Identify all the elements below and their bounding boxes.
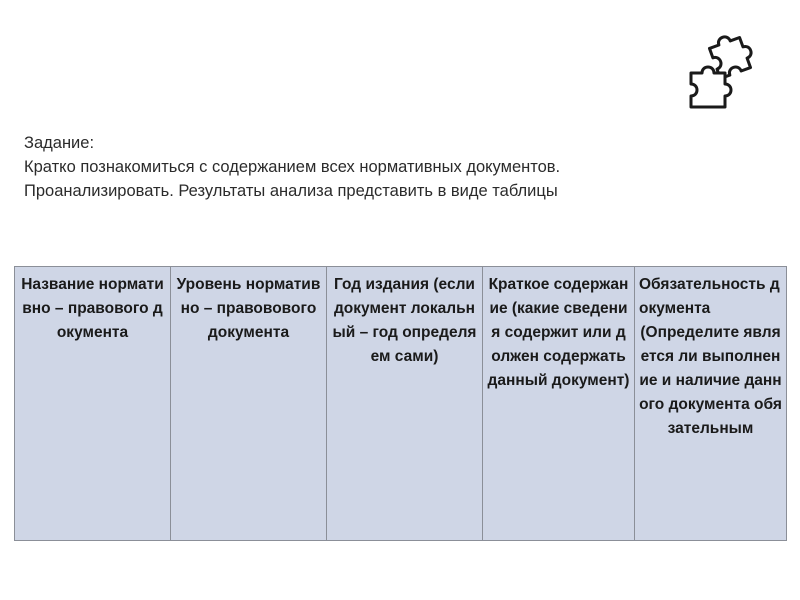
header-obligation [635,267,787,541]
header-obligation-note: (Определите является ли выполнение и наличие данного документа обязательным [639,324,782,437]
task-text [24,131,744,203]
table-header-row [15,267,787,541]
header-publication-year: Год издания (если документ локальный – год определяем сами) [327,267,483,541]
task-heading: Задание: [24,134,95,152]
header-brief-content: Краткое содержание (какие сведения содержит или должен содержать данный документ) [483,267,635,541]
documents-table [14,266,787,541]
header-obligation-title: Обязательность документа [639,276,780,317]
task-line-read: Кратко познакомиться с содержанием всех нормативных документов. [24,158,561,176]
task-line-analyze: Проанализировать. Результаты анализа представить в виде таблицы [24,182,558,200]
header-document-level: Уровень нормативно – правововогo документа [171,267,327,541]
header-document-name: Название нормативно – правового документа [15,267,171,541]
puzzle-icon [686,32,768,112]
